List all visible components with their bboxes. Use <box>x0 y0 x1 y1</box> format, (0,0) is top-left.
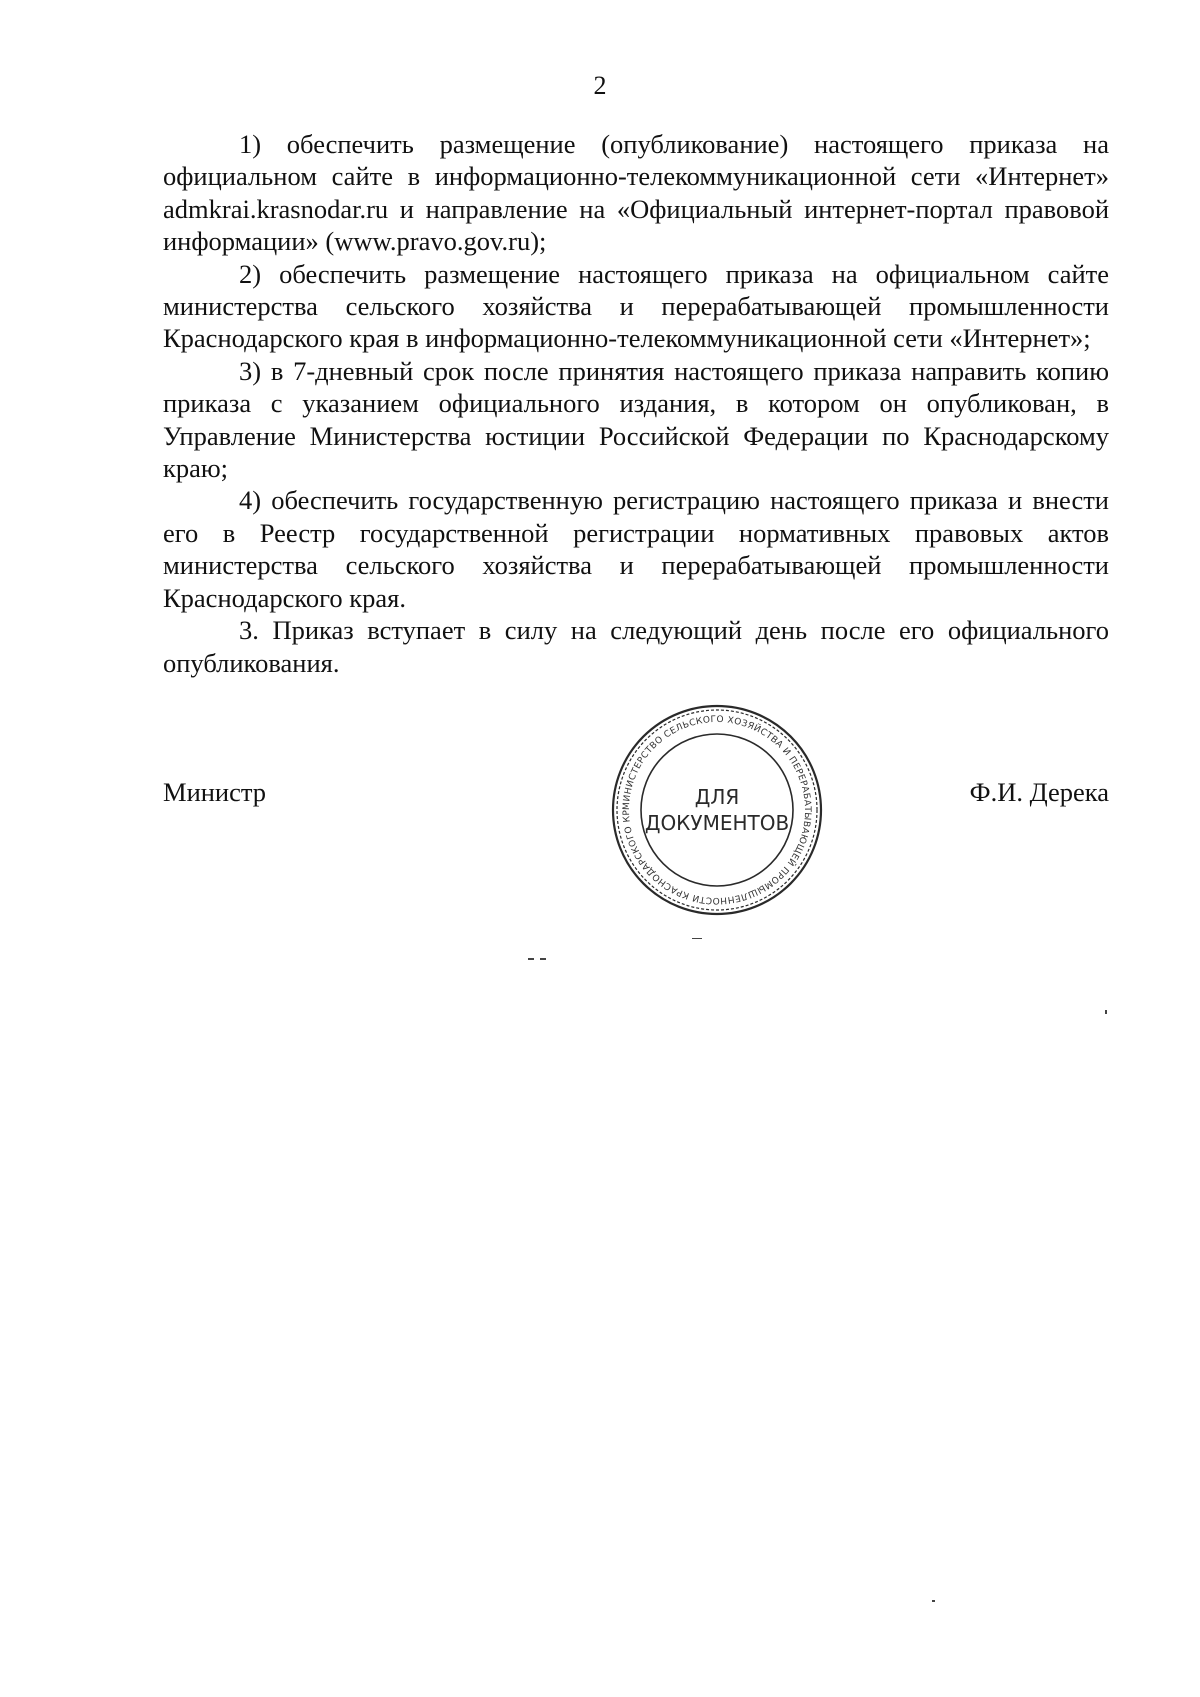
official-stamp <box>607 700 827 920</box>
signatory-title: Министр <box>163 777 267 807</box>
scan-speck <box>1105 1010 1107 1014</box>
signatory-name: Ф.И. Дерека <box>969 777 1109 807</box>
stamp-graphic <box>607 700 827 920</box>
scan-speck <box>932 1600 935 1602</box>
page-number: 2 <box>593 71 607 100</box>
stamp-center-line-2: ДОКУМЕНТОВ <box>644 811 790 835</box>
stamp-inner-ring <box>641 734 793 886</box>
document-body <box>163 128 1109 679</box>
scan-speck <box>528 958 534 960</box>
list-item-justice-copy: 3) в 7-дневный срок после принятия настоящего приказа направить копию приказа с указанием официального издания, в котором он опубликован, в Управление Министерства юстиции Российской Федерации по Краснодарскому краю; <box>163 355 1109 484</box>
list-item-ministry-site: 2) обеспечить размещение настоящего приказа на официальном сайте министерства сельского хозяйства и перерабатывающей промышленности Краснодарского края в информационно-телекоммуникационной сети «Интернет»; <box>163 258 1109 354</box>
list-item-registration: 4) обеспечить государственную регистрацию настоящего приказа и внести его в Реестр государственной регистрации нормативных правовых актов министерства сельского хозяйства и перерабатывающей промышленности Краснодарского края. <box>163 485 1109 613</box>
scan-speck <box>540 958 546 960</box>
stamp-center-line-1: ДЛЯ <box>694 785 740 809</box>
stamp-outer-ring <box>613 706 821 914</box>
stamp-dashed-ring <box>617 710 817 910</box>
stamp-ring-text: МИНИСТЕРСТВО СЕЛЬСКОГО ХОЗЯЙСТВА И ПЕРЕРАБАТЫВАЮЩЕЙ ПРОМЫШЛЕННОСТИ КРАСНОДАРСКОГО КР <box>621 714 813 906</box>
scan-speck <box>692 938 702 939</box>
clause-entry-into-force: 3. Приказ вступает в силу на следующий день после его официального опубликования. <box>163 615 1109 678</box>
list-item-publication: 1) обеспечить размещение (опубликование) настоящего приказа на официальном сайте в информационно-телекоммуникационной сети «Интернет» admkrai.krasnodar.ru и направление на «Официальный интернет-портал правовой информации» (www.pravo.gov.ru); <box>163 129 1109 257</box>
